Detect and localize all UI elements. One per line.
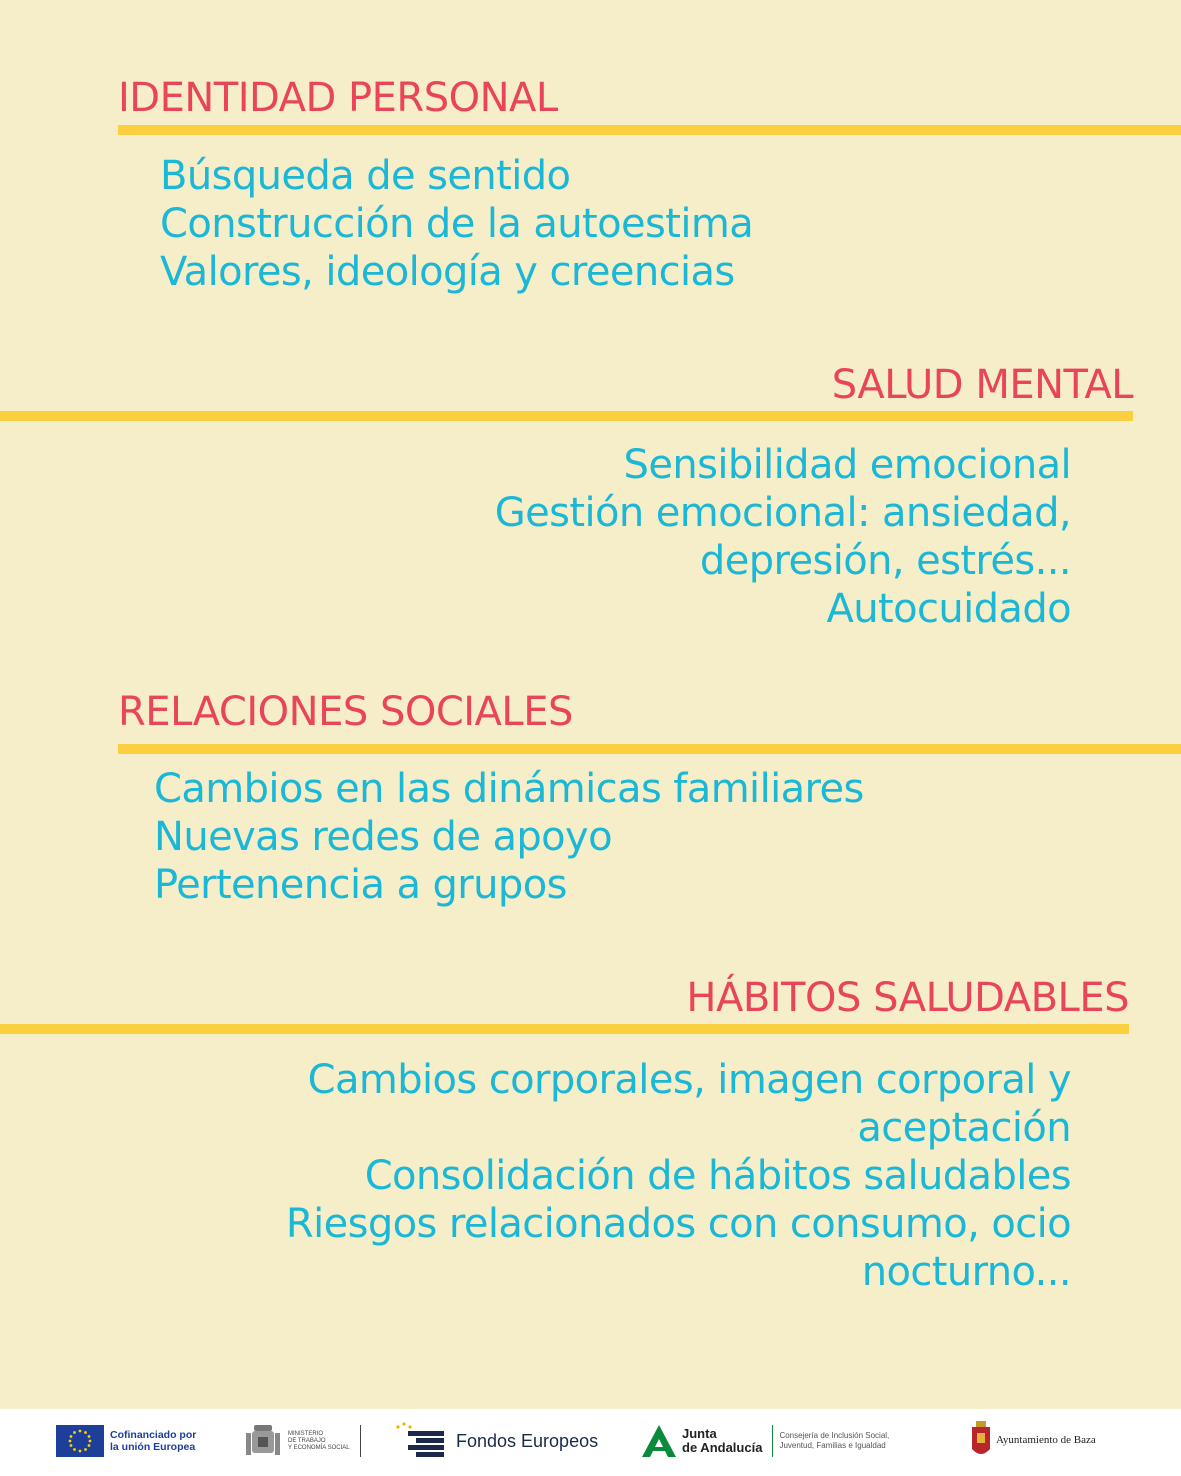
list-item: Riesgos relacionados con consumo, ocio bbox=[285, 1201, 1071, 1247]
section-items-identidad bbox=[160, 152, 753, 296]
junta-andalucia-logo bbox=[640, 1423, 889, 1459]
section-heading-salud-mental: SALUD MENTAL bbox=[831, 362, 1133, 408]
section-items-relaciones bbox=[154, 765, 864, 909]
section-items-salud-mental bbox=[495, 441, 1071, 633]
eu-text-line1: Cofinanciado por bbox=[110, 1429, 197, 1441]
section-heading-relaciones: RELACIONES SOCIALES bbox=[118, 689, 573, 735]
junta-text-line1: Junta bbox=[682, 1426, 717, 1441]
ministry-text-line2: DE TRABAJO bbox=[288, 1437, 326, 1444]
junta-andalucia-icon bbox=[640, 1423, 678, 1459]
eu-text-line2: la unión Europea bbox=[110, 1441, 196, 1453]
section-rule bbox=[118, 125, 1181, 135]
section-rule bbox=[0, 411, 1133, 421]
coat-of-arms-icon bbox=[242, 1421, 284, 1461]
fondos-europeos-text: Fondos Europeos bbox=[456, 1430, 599, 1451]
consejeria-text-line2: Juventud, Familias e Igualdad bbox=[779, 1441, 886, 1450]
fondos-europeos-icon bbox=[394, 1421, 450, 1461]
footer-logos bbox=[0, 1409, 1181, 1476]
list-item: depresión, estrés... bbox=[699, 538, 1071, 584]
list-item: Sensibilidad emocional bbox=[623, 442, 1071, 488]
eu-flag-icon bbox=[56, 1425, 104, 1457]
list-item: Gestión emocional: ansiedad, bbox=[494, 490, 1071, 536]
section-items-habitos bbox=[286, 1056, 1071, 1296]
list-item: Autocuidado bbox=[826, 586, 1071, 632]
divider bbox=[772, 1425, 773, 1457]
ministry-text-line1: MINISTERIO bbox=[288, 1430, 324, 1437]
section-rule bbox=[118, 744, 1181, 754]
list-item: Pertenencia a grupos bbox=[154, 862, 567, 908]
list-item: aceptación bbox=[857, 1105, 1071, 1151]
divider bbox=[360, 1425, 361, 1457]
list-item: Nuevas redes de apoyo bbox=[154, 814, 612, 860]
ayuntamiento-baza-logo bbox=[970, 1421, 1096, 1459]
list-item: Consolidación de hábitos saludables bbox=[364, 1153, 1071, 1199]
list-item: nocturno... bbox=[861, 1249, 1071, 1295]
fondos-europeos-logo bbox=[394, 1421, 598, 1461]
list-item: Construcción de la autoestima bbox=[160, 201, 754, 247]
eu-logo bbox=[56, 1425, 196, 1457]
list-item: Valores, ideología y creencias bbox=[160, 249, 735, 295]
ayuntamiento-text: Ayuntamiento de Baza bbox=[996, 1434, 1096, 1446]
list-item: Búsqueda de sentido bbox=[160, 153, 571, 199]
consejeria-text-line1: Consejería de Inclusión Social, bbox=[779, 1431, 890, 1440]
town-shield-icon bbox=[970, 1421, 992, 1459]
ministry-logo bbox=[242, 1421, 361, 1461]
junta-text-line2: de Andalucía bbox=[682, 1440, 763, 1455]
section-rule bbox=[0, 1024, 1129, 1034]
section-heading-identidad: IDENTIDAD PERSONAL bbox=[118, 75, 558, 121]
list-item: Cambios en las dinámicas familiares bbox=[154, 766, 864, 812]
list-item: Cambios corporales, imagen corporal y bbox=[307, 1057, 1071, 1103]
ministry-text-line3: Y ECONOMÍA SOCIAL bbox=[288, 1444, 350, 1451]
section-heading-habitos: HÁBITOS SALUDABLES bbox=[686, 975, 1129, 1021]
